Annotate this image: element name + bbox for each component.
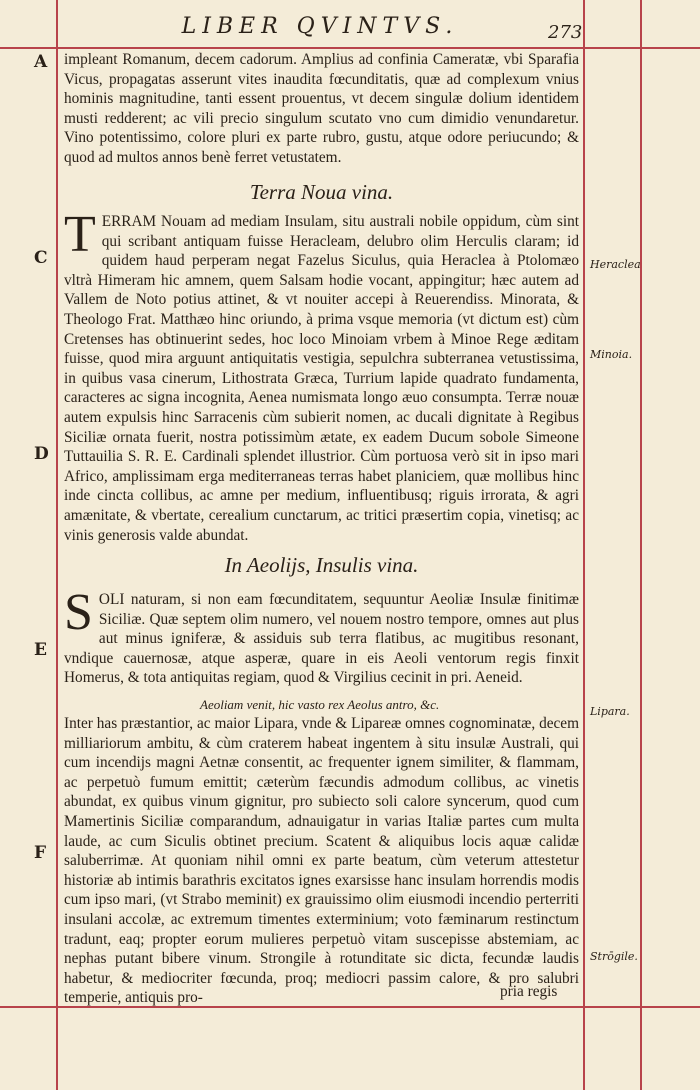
section-terra-noua-text: ERRAM Nouam ad mediam Insulam, situ australi nobile oppidum, cùm sint qui scribant antiquam fuisse Heracleam, delubro olim Herculis claram; id quidem haud perperam negat Fazelus Siculus, quia Heraclea à Ptolomæo vltrà Himeram hic amnem, quem Salsam hodie vocant, appingitur; hæc autem ad Vallem de Noto potius attinet, & vt nouiter accepi à Reuerendiss. Minorata, & Theologo Frat. Matthæo hinc oriundo, à prima vsque memoria (vt dictum est) cùm Cretenses has obtinuerint sedes, hoc loco Minoiam vrbem à Minoe Rege æditam fuisse, quod mira arguunt antiquitatis vestigia, sepulchra subterranea vetustissima, in quibus vasa cinerum, Lithostrata Græca, Turrium lapide quadrato fundamenta, caracteres ac signa incognita, Aenea numismata longo æuo consumpta. Terræ nouæ autem expulsis hinc Sarracenis cùm subierit nomen, ac ducali dignitate à Regibus Siciliæ ornata fuerit, nostra potissimùm ætate, ex eadem Ducum sobole Simeone Tuttauilia S. R. E. Cardinali splendet illustrior. Cùm portuosa verò sit in ipso mari Africo, amplissimam erga mediterraneas terras habet planiciem, quæ mollibus hinc inde cincta collibus, ac amne per medium, influentibusq; riguis irrorata, & agri amænitate, & vbertate, cerealium cunctarum, ac tritici præsertim copia, vinetisq; ac vinis generosis valde abundat. bbox=[64, 213, 579, 544]
drop-cap: S bbox=[64, 584, 93, 641]
section-marker-a: A bbox=[34, 52, 48, 72]
section-heading-terra-noua: Terra Noua vina. bbox=[249, 180, 394, 204]
sidenote-lipara: Lipara. bbox=[590, 705, 630, 718]
sidenote-heraclea: Heraclea bbox=[590, 258, 641, 271]
drop-cap: T bbox=[64, 206, 96, 263]
section-aeolijs bbox=[64, 584, 579, 688]
margin-rule-right bbox=[583, 0, 585, 1090]
section-terra-noua bbox=[64, 206, 579, 545]
sidenote-strongile: Strōgile. bbox=[590, 950, 638, 963]
page-number: 273 bbox=[548, 22, 583, 43]
running-title: LIBER QVINTVS. bbox=[181, 14, 459, 39]
sidenote-minoia: Minoia. bbox=[590, 348, 633, 361]
virgil-quotation: Aeoliam venit, hic vasto rex Aeolus antro, &c. bbox=[200, 697, 440, 712]
section-marker-d: D bbox=[34, 444, 49, 464]
paragraph-continued: impleant Romanum, decem cadorum. Amplius ad confinia Cameratæ, vbi Sparafia Vicus, propagatas asserunt vites inaudita fœcunditatis, quæ ad complexum vnius hominis magnitudine, tanti essent prouentus, vt decem singulæ dolium identidem musti redderent; ac vili precio singulum scutato vno cum dimidio venundaretur. Vino potentissimo, colore pluri ex parte rubro, gustu, atque odore periucundo; & quod ad multos annos benè ferret vetustatem. bbox=[64, 51, 579, 166]
catchword: pria regis bbox=[500, 983, 558, 1000]
margin-rule-left bbox=[56, 0, 58, 1090]
section-marker-c: C bbox=[34, 248, 48, 268]
section-aeolijs-continued: Inter has præstantior, ac maior Lipara, vnde & Lipareæ omnes cognominatæ, decem milliariorum ambitu, & cùm craterem habeat ingentem à situ insulæ Australi, qui cum incendijs magni Aetnæ consentit, ac frequenter ignem similiter, & flammam, ac perpetuò fumum emittit; cæterùm fæcundis admodum collibus, ac vinetis abundat, ex quibus vinum gignitur, pro subiecto soli calore syncerum, quod cum Mamertinis Siciliæ comparandum, adnauigatur in varias Italiæ partes cum multa laude, ac cum Siculis obtinet precium. Scatent & aliquibus locis aquæ calidæ saluberrimæ. At quoniam nihil omni ex parte beatum, cùm veterum attestetur historiæ ab intimis barathris excitatos ignes exarsisse hanc insulam horrendis modis cum ipso mari, (vt Strabo meminit) ex grauissimo olim eiusmodi incendio perterriti insulani accolæ, ac extremum timentes exterminium; voto fæminarum restinctum tradunt, eaq; propter eorum mulieres perpetuò vitam suscepisse abstemiam, ac nephas putant bibere vinum. Strongile à rotunditate sic dicta, fecundæ laudis habetur, & mediocriter fœcunda, proq; mediocri passim calore, & pro salubri temperie, antiquis pro- bbox=[64, 715, 579, 1007]
section-aeolijs-text: OLI naturam, si non eam fœcunditatem, sequuntur Aeoliæ Insulæ finitimæ Siciliæ. Quæ septem olim numero, vel nouem nostro tempore, omnes aut plus aut minus igniferæ, & assiduis sub terra flatibus, ac mugitibus resonant, vndique cauernosæ, atque asperæ, quare in eis Aeoli ventorum regis finxit Homerus, & tota antiquitas regiam, quod & Virgilius cecinit in pri. Aeneid. bbox=[64, 591, 579, 687]
margin-rule-outer bbox=[640, 0, 642, 1090]
section-marker-f: F bbox=[34, 843, 47, 863]
header-rule bbox=[0, 47, 700, 49]
section-marker-e: E bbox=[34, 640, 47, 660]
section-heading-aeolijs: In Aeolijs, Insulis vina. bbox=[224, 553, 419, 577]
